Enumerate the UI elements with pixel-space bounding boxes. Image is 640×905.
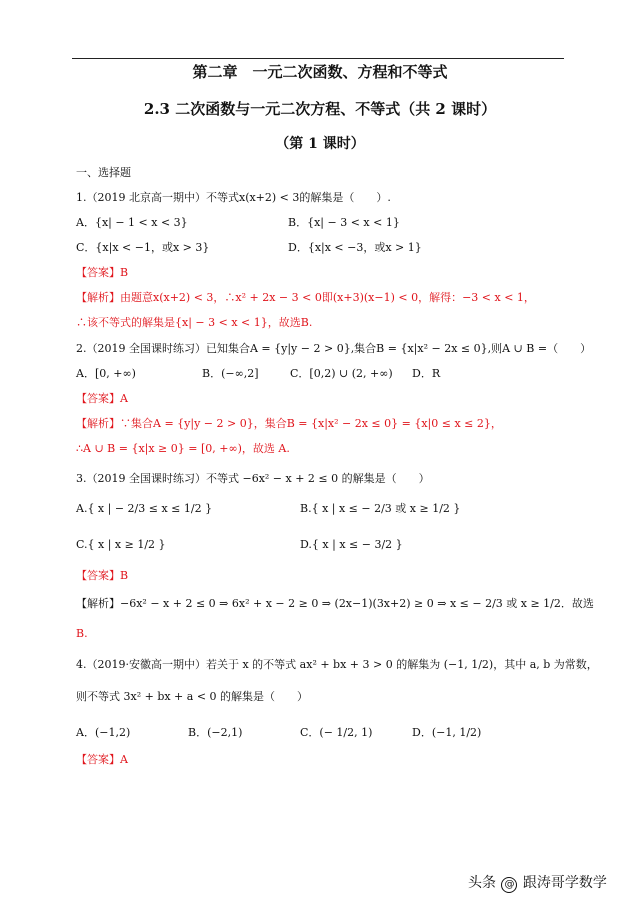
- q1-answer: 【答案】B: [76, 266, 129, 279]
- q2-option-c: C．[0,2) ∪ (2, +∞): [290, 367, 393, 380]
- lesson-title: （第 1 课时）: [275, 136, 365, 152]
- q2-option-b: B．(−∞,2]: [202, 367, 259, 380]
- q4-option-b: B．(−2,1): [188, 726, 243, 739]
- watermark-prefix: 头条: [468, 875, 496, 891]
- q3-stem: 3.（2019 全国课时练习）不等式 −6x² − x + 2 ≤ 0 的解集是（ ）: [76, 472, 430, 485]
- watermark-handle: 跟涛哥学数学: [522, 875, 607, 891]
- q4-option-c: C．(− 1/2, 1): [300, 726, 373, 739]
- q1-option-a: A．{x| − 1 < x < 3}: [76, 216, 188, 229]
- q3-option-c: C.{ x | x ≥ 1/2 }: [76, 538, 166, 551]
- q2-option-d: D．R: [412, 367, 441, 380]
- q2-answer: 【答案】A: [76, 392, 128, 405]
- q2-stem: 2.（2019 全国课时练习）已知集合A = {y|y − 2 > 0},集合B = {x|x² − 2x ≤ 0},则A ∪ B =（ ）: [76, 342, 592, 355]
- q4-stem-line2: 则不等式 3x² + bx + a < 0 的解集是（ ）: [76, 690, 309, 703]
- q4-option-d: D．(−1, 1/2): [412, 726, 482, 739]
- q3-option-d: D.{ x | x ≤ − 3/2 }: [300, 538, 403, 551]
- at-icon: @: [501, 877, 517, 893]
- header-rule: [72, 58, 564, 59]
- q1-analysis-line1: 【解析】由题意x(x+2) < 3，∴x² + 2x − 3 < 0即(x+3)(x−1) < 0，解得：−3 < x < 1，: [76, 291, 535, 304]
- q4-answer: 【答案】A: [76, 753, 128, 766]
- q3-option-a: A.{ x | − 2/3 ≤ x ≤ 1/2 }: [76, 502, 213, 515]
- watermark: [468, 872, 607, 893]
- q3-option-b: B.{ x | x ≤ − 2/3 或 x ≥ 1/2 }: [300, 502, 461, 515]
- q1-option-b: B．{x| − 3 < x < 1}: [288, 216, 400, 229]
- q1-option-d: D．{x|x < −3，或x > 1}: [288, 241, 422, 254]
- q2-option-a: A．[0, +∞): [76, 367, 136, 380]
- q3-answer: 【答案】B: [76, 569, 129, 582]
- q1-stem: 1.（2019 北京高一期中）不等式x(x+2) < 3的解集是（ ）.: [76, 191, 391, 204]
- section-label: 一、选择题: [76, 166, 131, 179]
- section-title: 2.3 二次函数与一元二次方程、不等式（共 2 课时）: [143, 100, 497, 118]
- q1-analysis-line2: ∴该不等式的解集是{x| − 3 < x < 1}，故选B.: [76, 316, 313, 329]
- q3-analysis-line1: 【解析】−6x² − x + 2 ≤ 0 ⇒ 6x² + x − 2 ≥ 0 ⇒ (2x−1)(3x+2) ≥ 0 ⇒ x ≤ − 2/3 或 x ≥ 1/2．故选: [76, 597, 594, 610]
- q3-analysis-line2: B.: [76, 627, 88, 640]
- q1-option-c: C．{x|x < −1，或x > 3}: [76, 241, 210, 254]
- q2-analysis-line1: 【解析】∵集合A = {y|y − 2 > 0}，集合B = {x|x² − 2x ≤ 0} = {x|0 ≤ x ≤ 2}，: [76, 417, 502, 430]
- q4-stem-line1: 4.（2019·安徽高一期中）若关于 x 的不等式 ax² + bx + 3 > 0 的解集为 (−1, 1/2)，其中 a, b 为常数，: [76, 658, 598, 671]
- q4-option-a: A．(−1,2): [76, 726, 131, 739]
- chapter-title: 第二章 一元二次函数、方程和不等式: [192, 63, 448, 81]
- q2-analysis-line2: ∴A ∪ B = {x|x ≥ 0} = [0, +∞)，故选 A.: [76, 442, 290, 455]
